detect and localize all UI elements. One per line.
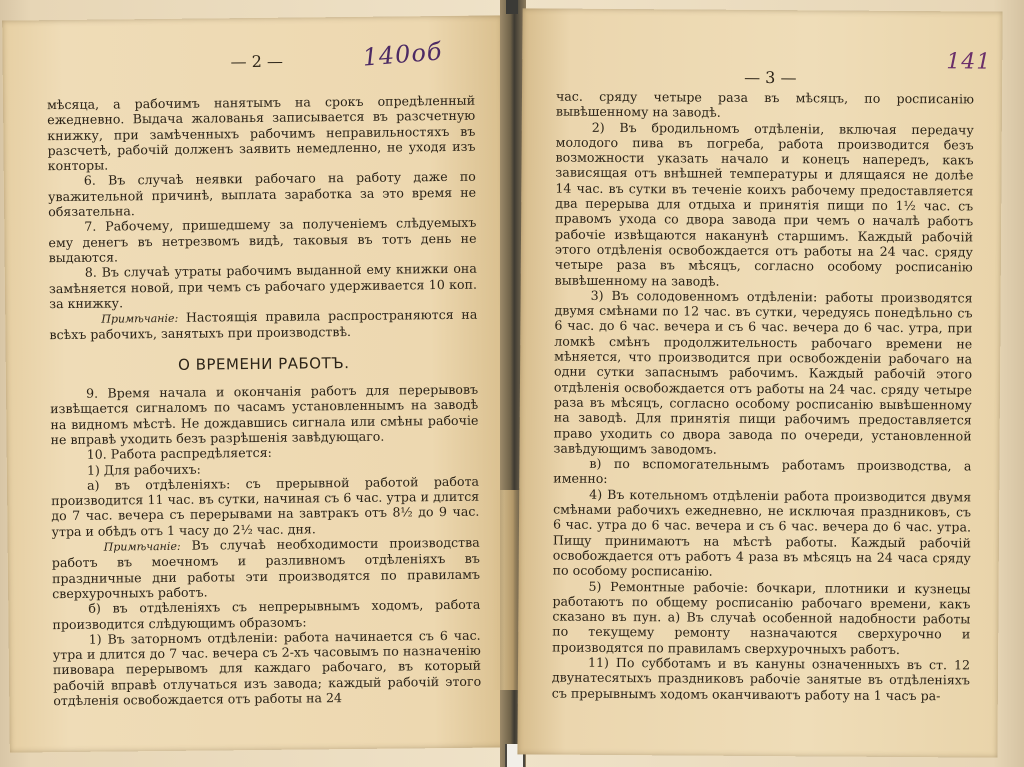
paragraph: 6. Въ случаѣ неявки рабочаго на работу даже по уважительной причинѣ, выплата заработка за это время не обязательна. (47, 169, 477, 220)
note-label: Примѣчаніе: (103, 539, 181, 554)
note-text: Въ случаѣ необходимости производства работъ въ моечномъ и разливномъ отдѣленіяхъ въ праздничные дни работы эти производятся по правиламъ сверхурочныхъ работъ. (51, 534, 481, 602)
paragraph: в) по вспомогательнымъ работамъ производства, а именно: (553, 455, 972, 487)
paragraph: 2) Въ бродильномъ отдѣленіи, включая передачу молодого пива въ погреба, работа производится безъ возможности указать начало и конецъ напередъ, какъ зависящая отъ внѣшней температуры и длящаяся не долѣе 14 час. въ сутки въ теченіе коихъ рабочему предоставляется два перерыва для отдыха и принятія пищи по 1½ час. съ правомъ ухода со двора завода при чемъ о началѣ работъ рабочіе извѣщаются наканунѣ старшимъ. Каждый рабочій этого отдѣленія освобождается отъ работы на 24 час. сряду четыре раза въ мѣсяцъ, согласно особому росписанію вывѣшенному на заводѣ. (554, 119, 974, 289)
note-text: Настоящія правила распространяются на всѣхъ рабочихъ, занятыхъ при производствѣ. (49, 306, 478, 343)
spine-top-shadow (506, 0, 518, 14)
paragraph: 4) Въ котельномъ отдѣленіи работа производится двумя смѣнами рабочихъ ежедневно, не исключая праздниковъ, съ 6 час. утра до 6 час. вечера и съ 6 час. вечера до 6 час. утра. Пищу принимаютъ на мѣстѣ работы. Каждый рабочій освобождается отъ работъ 4 раза въ мѣсяцъ на 24 часа сряду по особому росписанію. (552, 486, 972, 579)
paragraph: мѣсяца, а рабочимъ нанятымъ на срокъ опредѣленный ежедневно. Выдача жалованья записывается въ разсчетную книжку, при замѣченныхъ рабочимъ неправильностяхъ въ разсчетѣ, рабочій долженъ заявить немедленно, не уходя изъ конторы. (46, 92, 476, 174)
paragraph: 10. Работа распредѣляется: (86, 445, 272, 463)
left-handwritten-folio: 140об (361, 37, 444, 72)
paragraph: час. сряду четыре раза въ мѣсяцъ, по росписанію вывѣшенному на заводѣ. (555, 88, 975, 121)
left-page-text (47, 93, 481, 709)
paragraph: 7. Рабочему, пришедшему за полученіемъ слѣдуемыхъ ему денегъ въ нетрезвомъ видѣ, таковыя въ тотъ день не выдаются. (48, 215, 477, 266)
paragraph: 1) Въ заторномъ отдѣленіи: работа начинается съ 6 час. утра и длится до 7 час. вечера съ 2-хъ часовымъ по назначенію пивовара перерывомъ для каждаго рабочаго, въ который рабочій вправѣ отлучаться изъ завода; каждый рабочій этого отдѣленія освобождается отъ работы на 24 (52, 627, 482, 709)
paragraph: 8. Въ случаѣ утраты рабочимъ выданной ему книжки она замѣняется новой, при чемъ съ рабочаго удерживается 10 коп. за книжку. (48, 260, 478, 312)
left-page (2, 15, 510, 752)
right-page-text (552, 89, 974, 704)
left-page-number: — 2 — (230, 51, 284, 72)
right-page-number: — 3 — (744, 67, 797, 88)
paragraph: б) въ отдѣленіяхъ съ непрерывнымъ ходомъ, работа производится слѣдующимъ образомъ: (52, 596, 481, 632)
paragraph: 9. Время начала и окончанія работъ для перерывовъ извѣщается сигналомъ по часамъ установленнымъ на заводѣ на видномъ мѣстѣ. Не дождавшись сигнала или смѣны рабочіе не вправѣ уходить безъ разрѣшенія завѣдующаго. (50, 381, 479, 448)
paragraph: 1) Для рабочихъ: (86, 461, 201, 478)
page-tear-mark (492, 490, 522, 690)
paragraph: а) въ отдѣленіяхъ: съ прерывной работой работа производится 11 час. въ сутки, начиная съ 6 час. утра и длится до 7 час. вечера съ перерывами на завтракъ отъ 8½ до 9 час. утра и обѣдъ отъ 1 часу до 2½ час. дня. (51, 473, 480, 539)
note-paragraph (49, 307, 477, 343)
right-page (517, 8, 1002, 757)
note-paragraph (52, 535, 481, 602)
paragraph: 5) Ремонтные рабочіе: бочкари, плотники и кузнецы работаютъ по общему росписанію рабочаго времени, какъ сказано въ пун. а) Въ случаѣ особенной надобности работы по текущему ремонту назначаются сверхурочно и производятся по правиламъ сверхурочныхъ работъ. (552, 578, 971, 657)
right-handwritten-folio: 141 (946, 49, 992, 75)
paragraph: 3) Въ солодовенномъ отдѣленіи: работы производятся двумя смѣнами по 12 час. въ сутки, чередуясь понедѣльно съ 6 час. до 6 час. вечера и съ 6 час. вечера до 6 час. утра, при ломкѣ смѣнъ продолжительность рабочаго времени не мѣняется, что производится при освобожденіи рабочаго на одни сутки запаснымъ рабочимъ. Каждый рабочій этого отдѣленія освобождается отъ работы на 24 час. сряду четыре раза въ мѣсяцъ, согласно особому росписанію вывѣшенному на заводѣ. Для принятія пищи рабочимъ предоставляется право уходить со двора завода по очереди, установленной завѣдующимъ заводомъ. (553, 287, 973, 457)
section-heading: О ВРЕМЕНИ РАБОТЪ. (177, 353, 350, 374)
note-label: Примѣчаніе: (101, 311, 179, 326)
paragraph: 11) По субботамъ и въ кануны означенныхъ въ ст. 12 двунатесятыхъ праздниковъ рабочіе занятые въ отдѣленіяхъ съ прерывнымъ ходомъ оканчиваютъ работу на 1 часъ ра- (551, 654, 971, 703)
